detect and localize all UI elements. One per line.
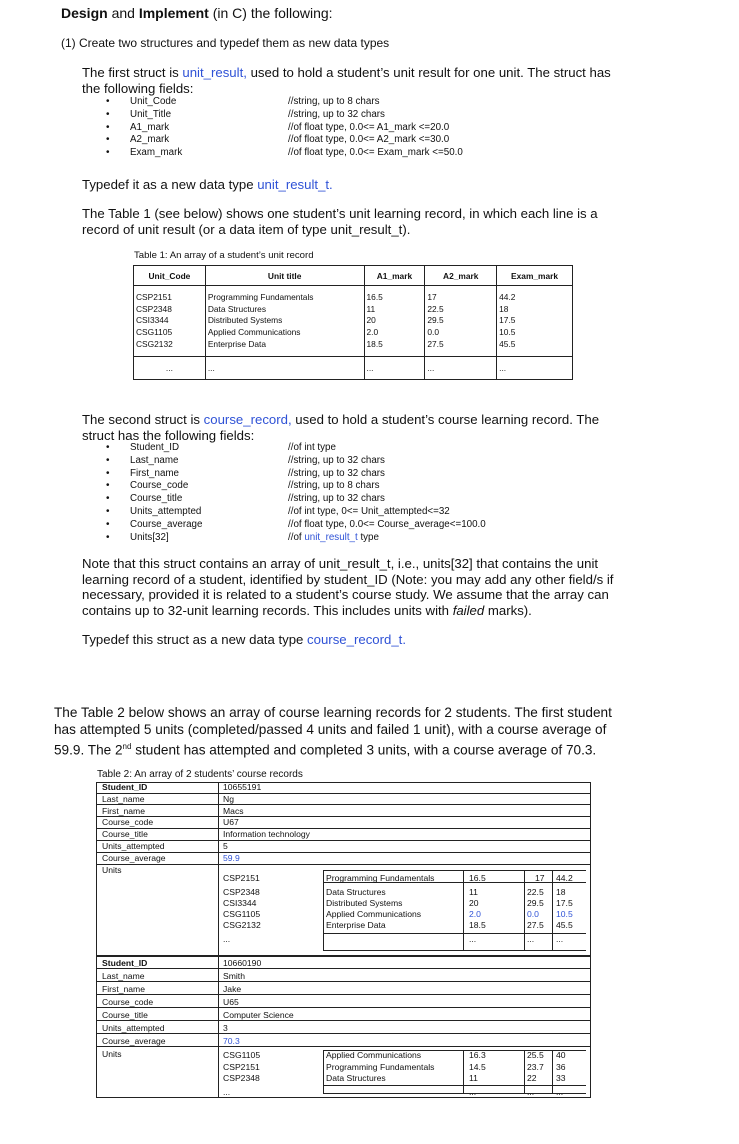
table1-header: A2_mark: [425, 266, 497, 286]
student1-exam: 44.2 18 17.5 10.5 45.5 ...: [556, 873, 573, 944]
table2-labels-student2: Student_ID Last_name First_name Course_code Course_title Units_attempted Course_average Units: [102, 958, 166, 1059]
typedef1: Typedef it as a new data type unit_result_t.: [82, 177, 333, 192]
student2-a1: 16.3 14.5 11 ...: [469, 1050, 486, 1097]
table2-intro: The Table 2 below shows an array of course learning records for 2 students. The first student has attempted 5 units (completed/passed 4 units and failed 1 unit), with a course average of 59.9. The 2nd student has attempted and completed 3 units, with a course average of 70.3.: [54, 705, 612, 758]
struct2-field: • First_name //string, up to 32 chars: [106, 467, 385, 479]
page-heading: [61, 5, 333, 21]
struct1-intro-c: the following fields:: [82, 80, 194, 96]
struct2-field: • Course_code //string, up to 8 chars: [106, 480, 380, 492]
struct2-field-list: [106, 442, 626, 544]
student1-a2: 17 22.5 29.5 0.0 27.5 ...: [527, 873, 545, 944]
struct2-field: • Course_average //of float type, 0.0<= Course_average<=100.0: [106, 518, 486, 530]
struct2-field: • Units_attempted //of int type, 0<= Unit_attempted<=32: [106, 505, 450, 517]
student2-unit-titles: Applied Communications Programming Fundamentals Data Structures: [326, 1050, 435, 1084]
struct1-intro: [82, 65, 611, 96]
struct1-field: • Unit_Title //string, up to 32 chars: [106, 108, 385, 120]
part1-title: (1) Create two structures and typedef them as new data types: [61, 36, 390, 50]
typedef2: Typedef this struct as a new data type course_record_t.: [82, 632, 407, 647]
struct2-name: course_record,: [203, 412, 292, 427]
student2-a2: 25.5 23.7 22 ...: [527, 1050, 544, 1097]
heading-and: and: [107, 5, 139, 21]
struct1-intro-b: used to hold a student’s unit result for one unit. The struct has: [246, 65, 611, 80]
table1-caption: Table 1: An array of a student’s unit record: [134, 250, 314, 261]
typedef1-name: unit_result_t.: [257, 177, 333, 192]
student2-unit-codes: CSG1105 CSP2151 CSP2348 ...: [223, 1050, 261, 1097]
table2-labels-student1: Student_ID Last_name First_name Course_code Course_title Units_attempted Course_average Units: [102, 782, 166, 875]
table1-intro: The Table 1 (see below) shows one student’s unit learning record, in which each line is a record of unit result (or a data item of type unit_result_t).: [82, 206, 598, 237]
table2-values-student1: 10655191 Ng Macs U67 Information technology 5 59.9: [223, 782, 310, 863]
struct2-field: • Last_name //string, up to 32 chars: [106, 454, 385, 466]
struct2-field: • Course_title //string, up to 32 chars: [106, 493, 385, 505]
heading-rest: (in C) the following:: [208, 5, 333, 21]
table1-header: A1_mark: [364, 266, 425, 286]
struct1-field-list: [106, 96, 606, 160]
table1-body-row: CSP2151 CSP2348 CSI3344 CSG1105 CSG2132 Programming Fundamentals Data Structures Distributed Systems Applied Communications Enterprise Data 16.5 11 20 2.0 18.5 17 22.5 29.5 0.0 27.5 44.2 18 17.5 10.5 45.5: [134, 286, 573, 357]
table1: [133, 265, 573, 380]
struct1-intro-a: The first struct is: [82, 65, 183, 80]
student1-a1: 16.5 11 20 2.0 18.5 ...: [469, 873, 486, 944]
struct2-field: • Units[32] //of unit_result_t type: [106, 531, 379, 543]
heading-implement: Implement: [138, 5, 209, 21]
student1-unit-titles: Programming Fundamentals Data Structures Distributed Systems Applied Communications Enterprise Data: [326, 873, 435, 930]
heading-design: Design: [61, 5, 108, 21]
student2-exam: 40 36 33 ...: [556, 1050, 566, 1097]
struct2-intro: The second struct is course_record, used to hold a student’s course learning record. The struct has the following fields:: [82, 412, 600, 443]
struct1-field: • Exam_mark //of float type, 0.0<= Exam_mark <=50.0: [106, 147, 463, 159]
struct1-field: • Unit_Code //string, up to 8 chars: [106, 96, 380, 107]
table1-header-row: [134, 266, 573, 286]
table1-header: Exam_mark: [497, 266, 573, 286]
table1-header: Unit title: [205, 266, 364, 286]
struct1-name: unit_result,: [182, 65, 247, 80]
struct1-field: • A1_mark //of float type, 0.0<= A1_mark <=20.0: [106, 121, 450, 133]
table1-ellipsis-row: ... ... ... ... ...: [134, 356, 573, 379]
struct2-field: • Student_ID //of int type: [106, 442, 336, 453]
typedef2-name: course_record_t.: [307, 632, 407, 647]
table2-values-student2: 10660190 Smith Jake U65 Computer Science 3 70.3: [223, 958, 294, 1046]
note-paragraph: Note that this struct contains an array of unit_result_t, i.e., units[32] that contains the unit learning record of a student, identified by student_ID (Note: you may add any other field/s if necessary, provided it is related to a student’s course study. We assume that the array can contains up to 32-unit learning records. This includes units with failed marks).: [82, 556, 614, 618]
table1-header: Unit_Code: [134, 266, 206, 286]
table2-caption: Table 2: An array of 2 students’ course records: [97, 769, 303, 780]
table2: [96, 782, 591, 1098]
struct1-field: • A2_mark //of float type, 0.0<= A2_mark <=30.0: [106, 134, 450, 146]
student1-unit-codes: CSP2151 CSP2348 CSI3344 CSG1105 CSG2132 ...: [223, 873, 261, 944]
